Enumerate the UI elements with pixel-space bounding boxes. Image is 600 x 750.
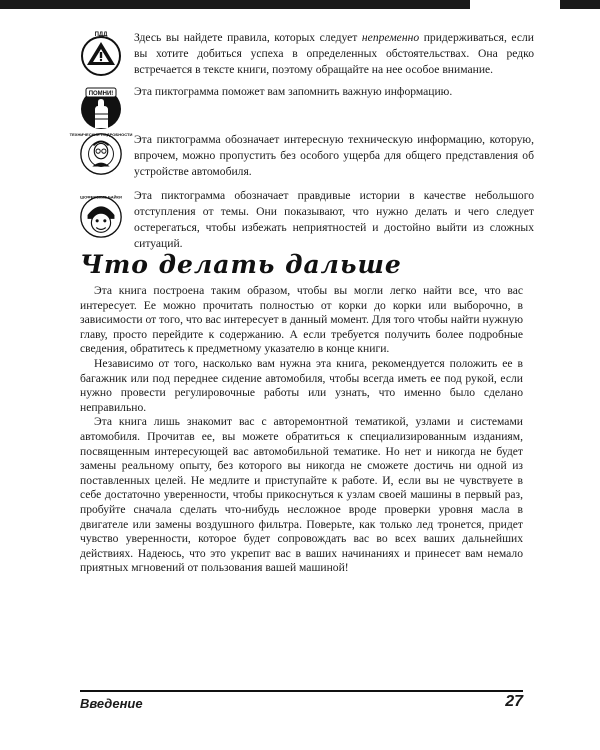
top-rule-gap bbox=[470, 0, 560, 9]
footer-section-title: Введение bbox=[80, 696, 143, 711]
picto-badge-technical: ТЕХНИЧЕСКИЕ ПОДРОБНОСТИ bbox=[69, 131, 133, 137]
picto-badge-rules: ПДД bbox=[94, 32, 108, 38]
page-number: 27 bbox=[505, 693, 523, 710]
body-text bbox=[80, 284, 523, 576]
picto-badge-stories: ШОФЕРСКИЕ БАЙКИ bbox=[80, 194, 122, 200]
paragraph: Эта книга построена таким образом, чтобы вы могли легко найти все, что вас интересует. Ее можно прочитать полностью от корки до корки или выборочно, в зависимости от того, что вас интересует в данный момент. Для того чтобы найти нужную главу, просто перейдите к содержанию. А если требуется получить более подробные сведения, обратитесь к предметному указателю в конце книги. bbox=[80, 284, 523, 356]
icon-note-text: Здесь вы найдете правила, которых следует непременно придерживаться, если вы хотите добиться успеха в определенных обстоятельствах. Она редко встречается в тексте книги, поэтому обращайте на нее особое внимание. bbox=[134, 31, 535, 76]
paragraph: Независимо от того, насколько вам нужна эта книга, рекомендуется положить ее в багажник или под переднее сидение автомобиля, чтобы всегда иметь ее под рукой, если нужно провести регулировочные работы или узнать, что именно было сделано неправильно. bbox=[80, 356, 523, 414]
warning-road-sign-icon bbox=[78, 30, 124, 78]
icon-note-text: Эта пиктограмма обозначает правдивые истории в качестве небольшого отступления от темы. Они показывают, что нужно делать и чего следует остерегаться, чтобы избежать неприятностей и достойно выйти из сложных ситуаций. bbox=[134, 189, 534, 250]
section-heading: Что делать дальше bbox=[80, 250, 402, 279]
finger-tied-string-icon bbox=[78, 84, 124, 132]
icon-note-text: Эта пиктограмма поможет вам запомнить важную информацию. bbox=[134, 85, 453, 98]
emphasis: непременно bbox=[361, 31, 420, 44]
icon-note-text: Эта пиктограмма обозначает интересную техническую информацию, которую, впрочем, можно пропустить без особого ущерба для общего представления об устройстве автомобиля. bbox=[134, 133, 534, 178]
technical-details-professor-icon bbox=[69, 130, 133, 178]
picto-badge-remember: ПОМНИ! bbox=[88, 91, 114, 97]
paragraph: Эта книга лишь знакомит вас с авторемонтной тематикой, узлами и системами автомобиля. Прочитав ее, вы можете обратиться к специализированным изданиям, посвященным интересующей вас автомобильной тематике. Но нет и никогда не будет замены реальному опыту, без которого вы никогда не сможете достичь ни одной из поставленных целей. Не медлите и приступайте к работе. И, если вы не чувствуете в себе достаточно уверенности, чтобы прикоснуться к узлам своей машины в первый раз, пробуйте сначала сделать что-нибудь несложное вроде проверки уровня масла в двигателе или замены воздушного фильтра. Поверьте, как только лед тронется, придет чувство уверенности, которое будет сопровождать вас во всех ваших дальнейших действиях. Надеюсь, что это укрепит вас в ваших начинаниях и принесет вам немало приятных мгновений от пользования вашей машиной! bbox=[80, 415, 523, 575]
footer-rule bbox=[80, 690, 523, 692]
drivers-stories-icon bbox=[78, 192, 124, 240]
